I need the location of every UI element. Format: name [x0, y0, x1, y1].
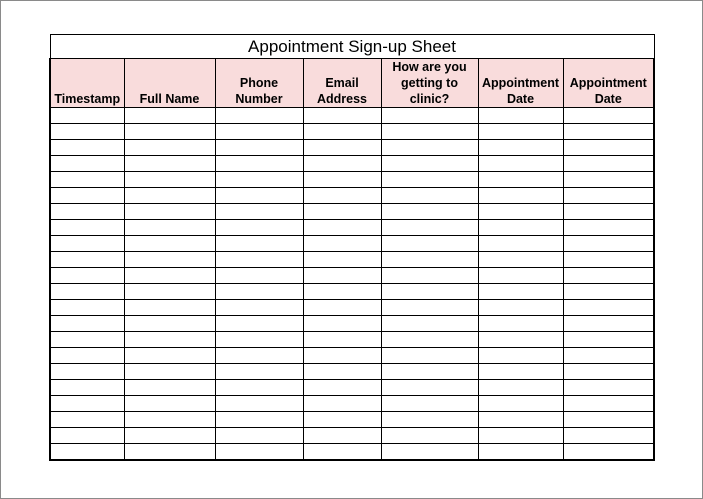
- table-cell[interactable]: [50, 124, 124, 140]
- table-cell[interactable]: [381, 268, 478, 284]
- table-cell[interactable]: [478, 412, 563, 428]
- table-cell[interactable]: [50, 300, 124, 316]
- table-cell[interactable]: [381, 380, 478, 396]
- table-cell[interactable]: [215, 412, 303, 428]
- column-header: Appointment Date: [478, 59, 563, 108]
- table-cell[interactable]: [124, 124, 215, 140]
- table-cell[interactable]: [478, 220, 563, 236]
- table-cell[interactable]: [303, 204, 381, 220]
- table-cell[interactable]: [478, 172, 563, 188]
- table-cell[interactable]: [303, 124, 381, 140]
- table-cell[interactable]: [381, 236, 478, 252]
- table-cell[interactable]: [563, 284, 654, 300]
- table-cell[interactable]: [303, 220, 381, 236]
- table-cell[interactable]: [563, 156, 654, 172]
- column-header: Full Name: [124, 59, 215, 108]
- table-cell[interactable]: [381, 444, 478, 461]
- table-cell[interactable]: [563, 172, 654, 188]
- table-cell[interactable]: [381, 188, 478, 204]
- table-row: [50, 220, 654, 236]
- table-cell[interactable]: [124, 348, 215, 364]
- column-header: Phone Number: [215, 59, 303, 108]
- table-cell[interactable]: [563, 108, 654, 124]
- table-cell[interactable]: [124, 108, 215, 124]
- table-cell[interactable]: [50, 268, 124, 284]
- table-row: [50, 428, 654, 444]
- table-cell[interactable]: [381, 108, 478, 124]
- table-cell[interactable]: [563, 348, 654, 364]
- table-cell[interactable]: [50, 412, 124, 428]
- table-cell[interactable]: [50, 364, 124, 380]
- table-cell[interactable]: [215, 156, 303, 172]
- table-cell[interactable]: [124, 316, 215, 332]
- table-cell[interactable]: [215, 380, 303, 396]
- table-row: [50, 316, 654, 332]
- table-cell[interactable]: [124, 268, 215, 284]
- table-cell[interactable]: [478, 428, 563, 444]
- table-cell[interactable]: [50, 140, 124, 156]
- table-cell[interactable]: [215, 124, 303, 140]
- table-cell[interactable]: [478, 156, 563, 172]
- table-cell[interactable]: [124, 444, 215, 461]
- table-cell[interactable]: [303, 316, 381, 332]
- table-cell[interactable]: [381, 300, 478, 316]
- table-cell[interactable]: [563, 236, 654, 252]
- table-cell[interactable]: [50, 236, 124, 252]
- table-row: [50, 140, 654, 156]
- table-cell[interactable]: [50, 108, 124, 124]
- table-row: [50, 396, 654, 412]
- column-header: How are you getting to clinic?: [381, 59, 478, 108]
- table-cell[interactable]: [478, 364, 563, 380]
- table-cell[interactable]: [478, 108, 563, 124]
- table-cell[interactable]: [303, 284, 381, 300]
- table-cell[interactable]: [124, 252, 215, 268]
- table-cell[interactable]: [215, 252, 303, 268]
- table-cell[interactable]: [124, 380, 215, 396]
- table-row: [50, 108, 654, 124]
- table-cell[interactable]: [215, 444, 303, 461]
- column-header: Timestamp: [50, 59, 124, 108]
- table-cell[interactable]: [215, 300, 303, 316]
- sheet-title: Appointment Sign-up Sheet: [50, 35, 654, 59]
- table-cell[interactable]: [50, 348, 124, 364]
- table-cell[interactable]: [124, 220, 215, 236]
- table-cell[interactable]: [381, 252, 478, 268]
- table-row: [50, 364, 654, 380]
- table-cell[interactable]: [124, 428, 215, 444]
- table-cell[interactable]: [478, 444, 563, 461]
- table-cell[interactable]: [563, 300, 654, 316]
- table-cell[interactable]: [478, 252, 563, 268]
- table-row: [50, 204, 654, 220]
- column-header: Email Address: [303, 59, 381, 108]
- table-cell[interactable]: [50, 332, 124, 348]
- table-cell[interactable]: [303, 140, 381, 156]
- table-cell[interactable]: [478, 204, 563, 220]
- table-cell[interactable]: [215, 332, 303, 348]
- table-cell[interactable]: [50, 444, 124, 461]
- table-cell[interactable]: [124, 236, 215, 252]
- table-cell[interactable]: [124, 140, 215, 156]
- table-cell[interactable]: [478, 284, 563, 300]
- table-cell[interactable]: [303, 252, 381, 268]
- table-cell[interactable]: [303, 172, 381, 188]
- table-cell[interactable]: [478, 396, 563, 412]
- table-cell[interactable]: [303, 348, 381, 364]
- table-row: [50, 444, 654, 461]
- table-row: [50, 380, 654, 396]
- table-cell[interactable]: [478, 236, 563, 252]
- table-cell[interactable]: [215, 268, 303, 284]
- table-cell[interactable]: [563, 140, 654, 156]
- table-cell[interactable]: [303, 236, 381, 252]
- table-cell[interactable]: [124, 204, 215, 220]
- table-cell[interactable]: [215, 348, 303, 364]
- table-cell[interactable]: [381, 124, 478, 140]
- table-cell[interactable]: [381, 364, 478, 380]
- table-cell[interactable]: [381, 428, 478, 444]
- table-cell[interactable]: [563, 412, 654, 428]
- table-cell[interactable]: [303, 428, 381, 444]
- table-cell[interactable]: [124, 412, 215, 428]
- table-cell[interactable]: [381, 156, 478, 172]
- table-cell[interactable]: [215, 316, 303, 332]
- table-cell[interactable]: [478, 348, 563, 364]
- table-cell[interactable]: [215, 284, 303, 300]
- table-cell[interactable]: [50, 220, 124, 236]
- table-cell[interactable]: [381, 412, 478, 428]
- table-cell[interactable]: [215, 396, 303, 412]
- sign-up-table: [49, 34, 655, 461]
- table-cell[interactable]: [563, 444, 654, 461]
- table-cell[interactable]: [215, 108, 303, 124]
- table-cell[interactable]: [563, 380, 654, 396]
- table-cell[interactable]: [124, 300, 215, 316]
- table-cell[interactable]: [303, 444, 381, 461]
- table-cell[interactable]: [563, 268, 654, 284]
- table-cell[interactable]: [381, 140, 478, 156]
- table-cell[interactable]: [303, 332, 381, 348]
- table-cell[interactable]: [124, 172, 215, 188]
- table-cell[interactable]: [478, 332, 563, 348]
- table-cell[interactable]: [50, 188, 124, 204]
- table-cell[interactable]: [381, 348, 478, 364]
- table-cell[interactable]: [303, 364, 381, 380]
- table-cell[interactable]: [124, 188, 215, 204]
- table-row: [50, 412, 654, 428]
- table-cell[interactable]: [563, 188, 654, 204]
- table-row: [50, 252, 654, 268]
- table-cell[interactable]: [563, 316, 654, 332]
- table-cell[interactable]: [478, 380, 563, 396]
- table-cell[interactable]: [563, 124, 654, 140]
- table-cell[interactable]: [215, 220, 303, 236]
- header-row: [50, 59, 654, 108]
- table-cell[interactable]: [381, 396, 478, 412]
- table-cell[interactable]: [124, 396, 215, 412]
- table-cell[interactable]: [124, 284, 215, 300]
- table-cell[interactable]: [381, 220, 478, 236]
- table-cell[interactable]: [215, 140, 303, 156]
- table-cell[interactable]: [381, 204, 478, 220]
- table-cell[interactable]: [215, 188, 303, 204]
- table-cell[interactable]: [381, 284, 478, 300]
- table-cell[interactable]: [478, 300, 563, 316]
- table-cell[interactable]: [478, 140, 563, 156]
- table-row: [50, 284, 654, 300]
- table-row: [50, 236, 654, 252]
- table-row: [50, 188, 654, 204]
- table-cell[interactable]: [50, 396, 124, 412]
- table-cell[interactable]: [303, 156, 381, 172]
- table-cell[interactable]: [50, 252, 124, 268]
- table-cell[interactable]: [50, 284, 124, 300]
- table-cell[interactable]: [563, 220, 654, 236]
- table-cell[interactable]: [303, 300, 381, 316]
- table-cell[interactable]: [381, 316, 478, 332]
- table-cell[interactable]: [478, 268, 563, 284]
- table-cell[interactable]: [563, 204, 654, 220]
- table-cell[interactable]: [215, 236, 303, 252]
- table-row: [50, 268, 654, 284]
- table-cell[interactable]: [124, 332, 215, 348]
- table-cell[interactable]: [303, 108, 381, 124]
- table-cell[interactable]: [563, 252, 654, 268]
- table-cell[interactable]: [303, 188, 381, 204]
- table-cell[interactable]: [50, 156, 124, 172]
- table-cell[interactable]: [563, 364, 654, 380]
- table-cell[interactable]: [303, 412, 381, 428]
- table-row: [50, 124, 654, 140]
- table-cell[interactable]: [478, 188, 563, 204]
- table-cell[interactable]: [563, 428, 654, 444]
- table-cell[interactable]: [124, 364, 215, 380]
- table-row: [50, 172, 654, 188]
- table-cell[interactable]: [303, 268, 381, 284]
- table-cell[interactable]: [478, 316, 563, 332]
- table-row: [50, 332, 654, 348]
- table-cell[interactable]: [124, 156, 215, 172]
- table-row: [50, 348, 654, 364]
- table-cell[interactable]: [50, 316, 124, 332]
- table-cell[interactable]: [215, 204, 303, 220]
- table-cell[interactable]: [50, 172, 124, 188]
- table-row: [50, 300, 654, 316]
- table-cell[interactable]: [215, 364, 303, 380]
- table-cell[interactable]: [381, 332, 478, 348]
- table-cell[interactable]: [50, 204, 124, 220]
- table-cell[interactable]: [478, 124, 563, 140]
- table-cell[interactable]: [215, 172, 303, 188]
- table-body: [50, 108, 654, 461]
- table-cell[interactable]: [563, 332, 654, 348]
- table-cell[interactable]: [381, 172, 478, 188]
- table-cell[interactable]: [303, 380, 381, 396]
- table-row: [50, 156, 654, 172]
- table-cell[interactable]: [215, 428, 303, 444]
- table-cell[interactable]: [563, 396, 654, 412]
- table-cell[interactable]: [50, 380, 124, 396]
- table-cell[interactable]: [50, 428, 124, 444]
- column-header: Appointment Date: [563, 59, 654, 108]
- table-cell[interactable]: [303, 396, 381, 412]
